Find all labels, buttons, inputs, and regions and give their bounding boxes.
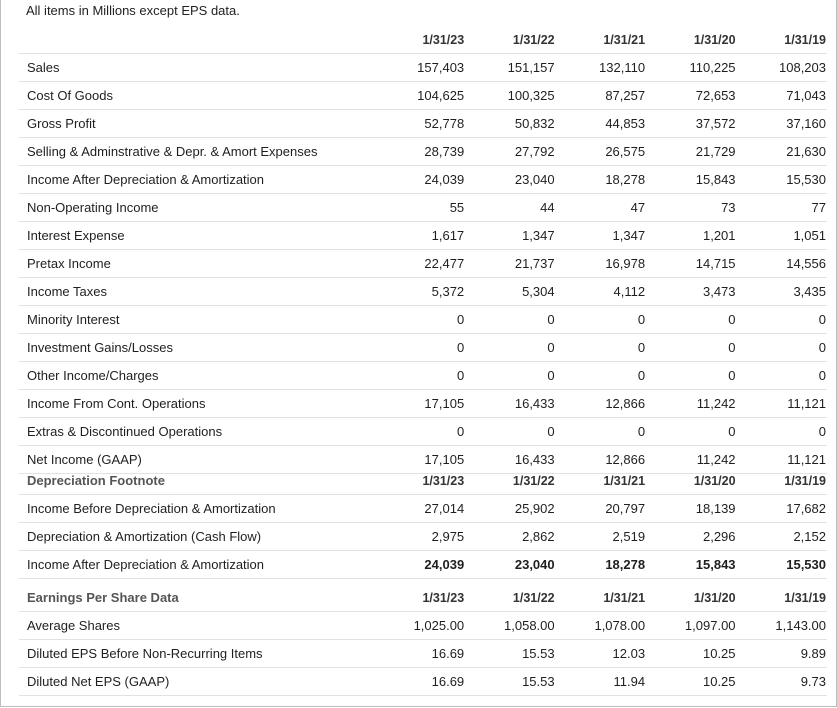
- cell-value: 11,121: [737, 446, 827, 474]
- cell-value: 9.73: [737, 668, 827, 696]
- cell-value: 0: [465, 418, 555, 446]
- cell-value: 71,043: [737, 82, 827, 110]
- cell-value: 10.25: [646, 640, 736, 668]
- table-row: [19, 640, 827, 668]
- table-header-row: [19, 467, 827, 495]
- column-header: 1/31/19: [737, 26, 827, 54]
- cell-value: 0: [375, 418, 465, 446]
- table-row: [19, 222, 827, 250]
- header-label-cell: [19, 26, 375, 54]
- column-header: 1/31/22: [465, 467, 555, 495]
- table-row: [19, 334, 827, 362]
- cell-value: 10.25: [646, 668, 736, 696]
- table-row: [19, 362, 827, 390]
- cell-value: 23,040: [465, 166, 555, 194]
- cell-value: 18,278: [556, 166, 646, 194]
- table-row: [19, 612, 827, 640]
- cell-value: 0: [556, 362, 646, 390]
- cell-value: 14,715: [646, 250, 736, 278]
- cell-value: 37,572: [646, 110, 736, 138]
- cell-value: 28,739: [375, 138, 465, 166]
- table-row: [19, 138, 827, 166]
- column-header: 1/31/20: [646, 26, 736, 54]
- cell-value: 24,039: [375, 166, 465, 194]
- row-label: Net Income (GAAP): [19, 446, 375, 474]
- cell-value: 17,105: [375, 390, 465, 418]
- cell-value: 0: [737, 362, 827, 390]
- row-label: Diluted EPS Before Non-Recurring Items: [19, 640, 375, 668]
- cell-value: 72,653: [646, 82, 736, 110]
- row-label: Income Taxes: [19, 278, 375, 306]
- table-header-row: [19, 26, 827, 54]
- cell-value: 20,797: [556, 495, 646, 523]
- column-header: 1/31/20: [646, 467, 736, 495]
- cell-value: 15.53: [465, 640, 555, 668]
- cell-value: 18,278: [556, 551, 646, 579]
- table-row: [19, 495, 827, 523]
- cell-value: 104,625: [375, 82, 465, 110]
- cell-value: 1,051: [737, 222, 827, 250]
- cell-value: 9.89: [737, 640, 827, 668]
- cell-value: 12,866: [556, 446, 646, 474]
- eps-table: [19, 584, 827, 696]
- table-row: [19, 306, 827, 334]
- column-header: 1/31/22: [465, 26, 555, 54]
- cell-value: 157,403: [375, 54, 465, 82]
- cell-value: 1,347: [556, 222, 646, 250]
- cell-value: 44,853: [556, 110, 646, 138]
- row-label: Cost Of Goods: [19, 82, 375, 110]
- cell-value: 5,372: [375, 278, 465, 306]
- cell-value: 15,843: [646, 551, 736, 579]
- cell-value: 11,242: [646, 446, 736, 474]
- column-header: 1/31/21: [556, 584, 646, 612]
- cell-value: 100,325: [465, 82, 555, 110]
- row-label: Income Before Depreciation & Amortization: [19, 495, 375, 523]
- cell-value: 27,014: [375, 495, 465, 523]
- cell-value: 14,556: [737, 250, 827, 278]
- cell-value: 0: [737, 418, 827, 446]
- cell-value: 0: [465, 362, 555, 390]
- cell-value: 1,058.00: [465, 612, 555, 640]
- cell-value: 15.53: [465, 668, 555, 696]
- cell-value: 18,139: [646, 495, 736, 523]
- cell-value: 47: [556, 194, 646, 222]
- cell-value: 3,435: [737, 278, 827, 306]
- cell-value: 0: [737, 306, 827, 334]
- depreciation-table: [19, 467, 827, 579]
- table-header-row: [19, 584, 827, 612]
- units-note: All items in Millions except EPS data.: [26, 3, 240, 18]
- cell-value: 16,978: [556, 250, 646, 278]
- row-label: Other Income/Charges: [19, 362, 375, 390]
- column-header: 1/31/20: [646, 584, 736, 612]
- cell-value: 44: [465, 194, 555, 222]
- row-label: Income After Depreciation & Amortization: [19, 551, 375, 579]
- cell-value: 55: [375, 194, 465, 222]
- cell-value: 17,105: [375, 446, 465, 474]
- cell-value: 16.69: [375, 640, 465, 668]
- row-label: Average Shares: [19, 612, 375, 640]
- income-statement-table: [19, 26, 827, 474]
- cell-value: 110,225: [646, 54, 736, 82]
- table-row: [19, 82, 827, 110]
- row-label: Minority Interest: [19, 306, 375, 334]
- cell-value: 1,347: [465, 222, 555, 250]
- cell-value: 2,862: [465, 523, 555, 551]
- cell-value: 1,078.00: [556, 612, 646, 640]
- row-label: Income After Depreciation & Amortization: [19, 166, 375, 194]
- table-row: [19, 278, 827, 306]
- column-header: 1/31/23: [375, 26, 465, 54]
- cell-value: 52,778: [375, 110, 465, 138]
- column-header: 1/31/19: [737, 467, 827, 495]
- table-row: [19, 110, 827, 138]
- cell-value: 77: [737, 194, 827, 222]
- cell-value: 1,143.00: [737, 612, 827, 640]
- cell-value: 11,242: [646, 390, 736, 418]
- table-row: [19, 668, 827, 696]
- row-label: Gross Profit: [19, 110, 375, 138]
- cell-value: 1,617: [375, 222, 465, 250]
- table-row: [19, 194, 827, 222]
- table-row: [19, 250, 827, 278]
- column-header: 1/31/19: [737, 584, 827, 612]
- cell-value: 5,304: [465, 278, 555, 306]
- table-row: [19, 523, 827, 551]
- cell-value: 0: [646, 334, 736, 362]
- table-row: [19, 166, 827, 194]
- row-label: Interest Expense: [19, 222, 375, 250]
- table-row-total: [19, 551, 827, 579]
- cell-value: 0: [556, 306, 646, 334]
- cell-value: 2,152: [737, 523, 827, 551]
- cell-value: 15,530: [737, 166, 827, 194]
- row-label: Investment Gains/Losses: [19, 334, 375, 362]
- cell-value: 12.03: [556, 640, 646, 668]
- cell-value: 16,433: [465, 446, 555, 474]
- cell-value: 16,433: [465, 390, 555, 418]
- cell-value: 2,296: [646, 523, 736, 551]
- cell-value: 0: [556, 418, 646, 446]
- table-row: [19, 54, 827, 82]
- cell-value: 12,866: [556, 390, 646, 418]
- column-header: 1/31/22: [465, 584, 555, 612]
- cell-value: 73: [646, 194, 736, 222]
- column-header: 1/31/23: [375, 467, 465, 495]
- row-label: Extras & Discontinued Operations: [19, 418, 375, 446]
- cell-value: 11.94: [556, 668, 646, 696]
- cell-value: 3,473: [646, 278, 736, 306]
- cell-value: 1,097.00: [646, 612, 736, 640]
- cell-value: 0: [465, 334, 555, 362]
- cell-value: 27,792: [465, 138, 555, 166]
- cell-value: 26,575: [556, 138, 646, 166]
- row-label: Non-Operating Income: [19, 194, 375, 222]
- cell-value: 23,040: [465, 551, 555, 579]
- row-label: Pretax Income: [19, 250, 375, 278]
- cell-value: 21,630: [737, 138, 827, 166]
- cell-value: 11,121: [737, 390, 827, 418]
- column-header: 1/31/23: [375, 584, 465, 612]
- row-label: Selling & Adminstrative & Depr. & Amort Expenses: [19, 138, 375, 166]
- cell-value: 0: [646, 306, 736, 334]
- cell-value: 21,737: [465, 250, 555, 278]
- cell-value: 2,519: [556, 523, 646, 551]
- cell-value: 1,201: [646, 222, 736, 250]
- cell-value: 22,477: [375, 250, 465, 278]
- cell-value: 0: [646, 418, 736, 446]
- cell-value: 21,729: [646, 138, 736, 166]
- cell-value: 16.69: [375, 668, 465, 696]
- row-label: Income From Cont. Operations: [19, 390, 375, 418]
- row-label: Diluted Net EPS (GAAP): [19, 668, 375, 696]
- cell-value: 0: [375, 362, 465, 390]
- cell-value: 132,110: [556, 54, 646, 82]
- cell-value: 0: [646, 362, 736, 390]
- cell-value: 0: [737, 334, 827, 362]
- cell-value: 17,682: [737, 495, 827, 523]
- cell-value: 0: [375, 306, 465, 334]
- cell-value: 0: [465, 306, 555, 334]
- row-label: Depreciation & Amortization (Cash Flow): [19, 523, 375, 551]
- cell-value: 151,157: [465, 54, 555, 82]
- cell-value: 15,530: [737, 551, 827, 579]
- cell-value: 24,039: [375, 551, 465, 579]
- cell-value: 87,257: [556, 82, 646, 110]
- cell-value: 15,843: [646, 166, 736, 194]
- cell-value: 37,160: [737, 110, 827, 138]
- table-row: [19, 390, 827, 418]
- section-title: Depreciation Footnote: [19, 467, 375, 495]
- table-row: [19, 418, 827, 446]
- cell-value: 2,975: [375, 523, 465, 551]
- column-header: 1/31/21: [556, 26, 646, 54]
- cell-value: 0: [556, 334, 646, 362]
- cell-value: 108,203: [737, 54, 827, 82]
- cell-value: 1,025.00: [375, 612, 465, 640]
- column-header: 1/31/21: [556, 467, 646, 495]
- cell-value: 0: [375, 334, 465, 362]
- cell-value: 50,832: [465, 110, 555, 138]
- section-title: Earnings Per Share Data: [19, 584, 375, 612]
- row-label: Sales: [19, 54, 375, 82]
- cell-value: 25,902: [465, 495, 555, 523]
- cell-value: 4,112: [556, 278, 646, 306]
